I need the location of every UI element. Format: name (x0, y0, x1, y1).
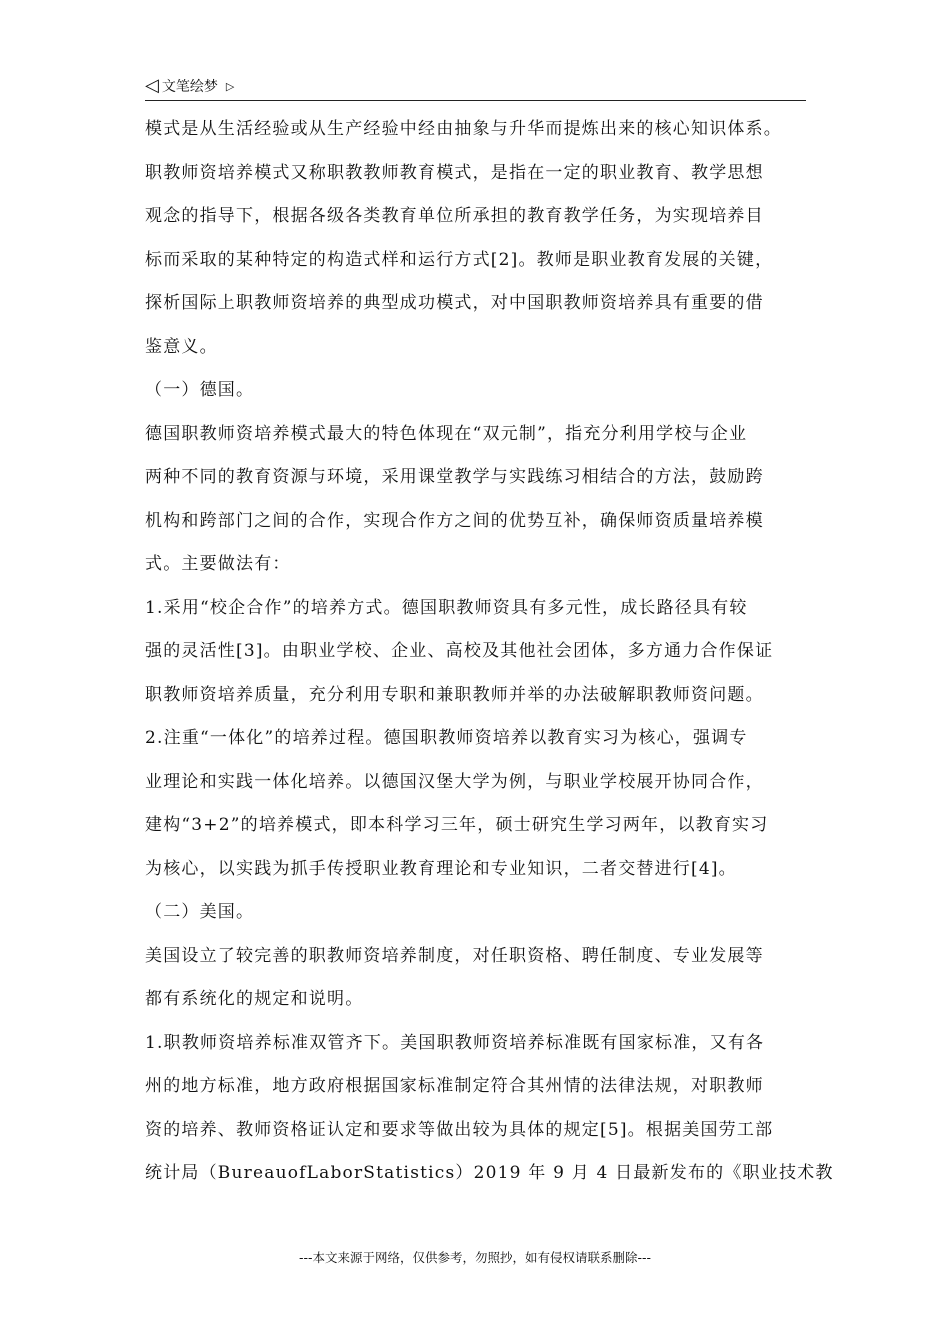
text-line: 职教师资培养模式又称职教教师教育模式，是指在一定的职业教育、教学思想 (145, 162, 764, 183)
text-line: 机构和跨部门之间的合作，实现合作方之间的优势互补，确保师资质量培养模 (145, 510, 764, 531)
text-line: 1.职教师资培养标准双管齐下。美国职教师资培养标准既有国家标准，又有各 (145, 1032, 765, 1053)
text-line: 资的培养、教师资格证认定和要求等做出较为具体的规定[5]。根据美国劳工部 (145, 1119, 774, 1140)
header-title: 文笔绘梦 (161, 79, 218, 95)
text-line: 都有系统化的规定和说明。 (145, 989, 364, 1009)
text-line: 职教师资培养质量，充分利用专职和兼职教师并举的办法破解职教师资问题。 (145, 684, 764, 705)
text-line: 2.注重“一体化”的培养过程。德国职教师资培养以教育实习为核心，强调专 (145, 728, 748, 748)
text-line: 美国设立了较完善的职教师资培养制度，对任职资格、聘任制度、专业发展等 (145, 945, 764, 966)
section-heading: （二）美国。 (145, 902, 255, 922)
text-line: 强的灵活性[3]。由职业学校、企业、高校及其他社会团体，多方通力合作保证 (145, 641, 774, 661)
text-line: 为核心，以实践为抓手传授职业教育理论和专业知识，二者交替进行[4]。 (145, 858, 737, 879)
page-footer: ---本文来源于网络，仅供参考，勿照抄，如有侵权请联系删除--- (298, 1250, 652, 1265)
text-line: 式。主要做法有： (145, 554, 291, 574)
document-body (145, 108, 834, 1196)
header-rule (145, 100, 806, 101)
text-line: 鉴意义。 (145, 336, 218, 357)
text-line: 探析国际上职教师资培养的典型成功模式，对中国职教师资培养具有重要的借 (145, 293, 764, 313)
text-line: 两种不同的教育资源与环境，采用课堂教学与实践练习相结合的方法，鼓励跨 (145, 467, 764, 487)
right-triangle-icon: ▷ (225, 79, 235, 93)
text-line: 观念的指导下，根据各级各类教育单位所承担的教育教学任务，为实现培养目 (145, 206, 764, 226)
page-header (145, 76, 234, 96)
text-line: 1.采用“校企合作”的培养方式。德国职教师资具有多元性，成长路径具有较 (145, 597, 748, 618)
text-line: 建构“3+2”的培养模式，即本科学习三年，硕士研究生学习两年，以教育实习 (145, 815, 769, 835)
text-line: 标而采取的某种特定的构造式样和运行方式[2]。教师是职业教育发展的关键， (145, 249, 774, 270)
text-line: 统计局（BureauofLaborStatistics）2019 年 9 月 4 日最新发布的《职业技术教 (145, 1163, 834, 1183)
text-line: 模式是从生活经验或从生产经验中经由抽象与升华而提炼出来的核心知识体系。 (145, 119, 782, 139)
left-triangle-icon: ◁ (145, 75, 159, 96)
text-line: 德国职教师资培养模式最大的特色体现在“双元制”，指充分利用学校与企业 (145, 423, 748, 444)
section-heading: （一）德国。 (145, 380, 255, 400)
text-line: 州的地方标准，地方政府根据国家标准制定符合其州情的法律法规，对职教师 (145, 1076, 764, 1096)
text-line: 业理论和实践一体化培养。以德国汉堡大学为例，与职业学校展开协同合作， (145, 771, 764, 792)
